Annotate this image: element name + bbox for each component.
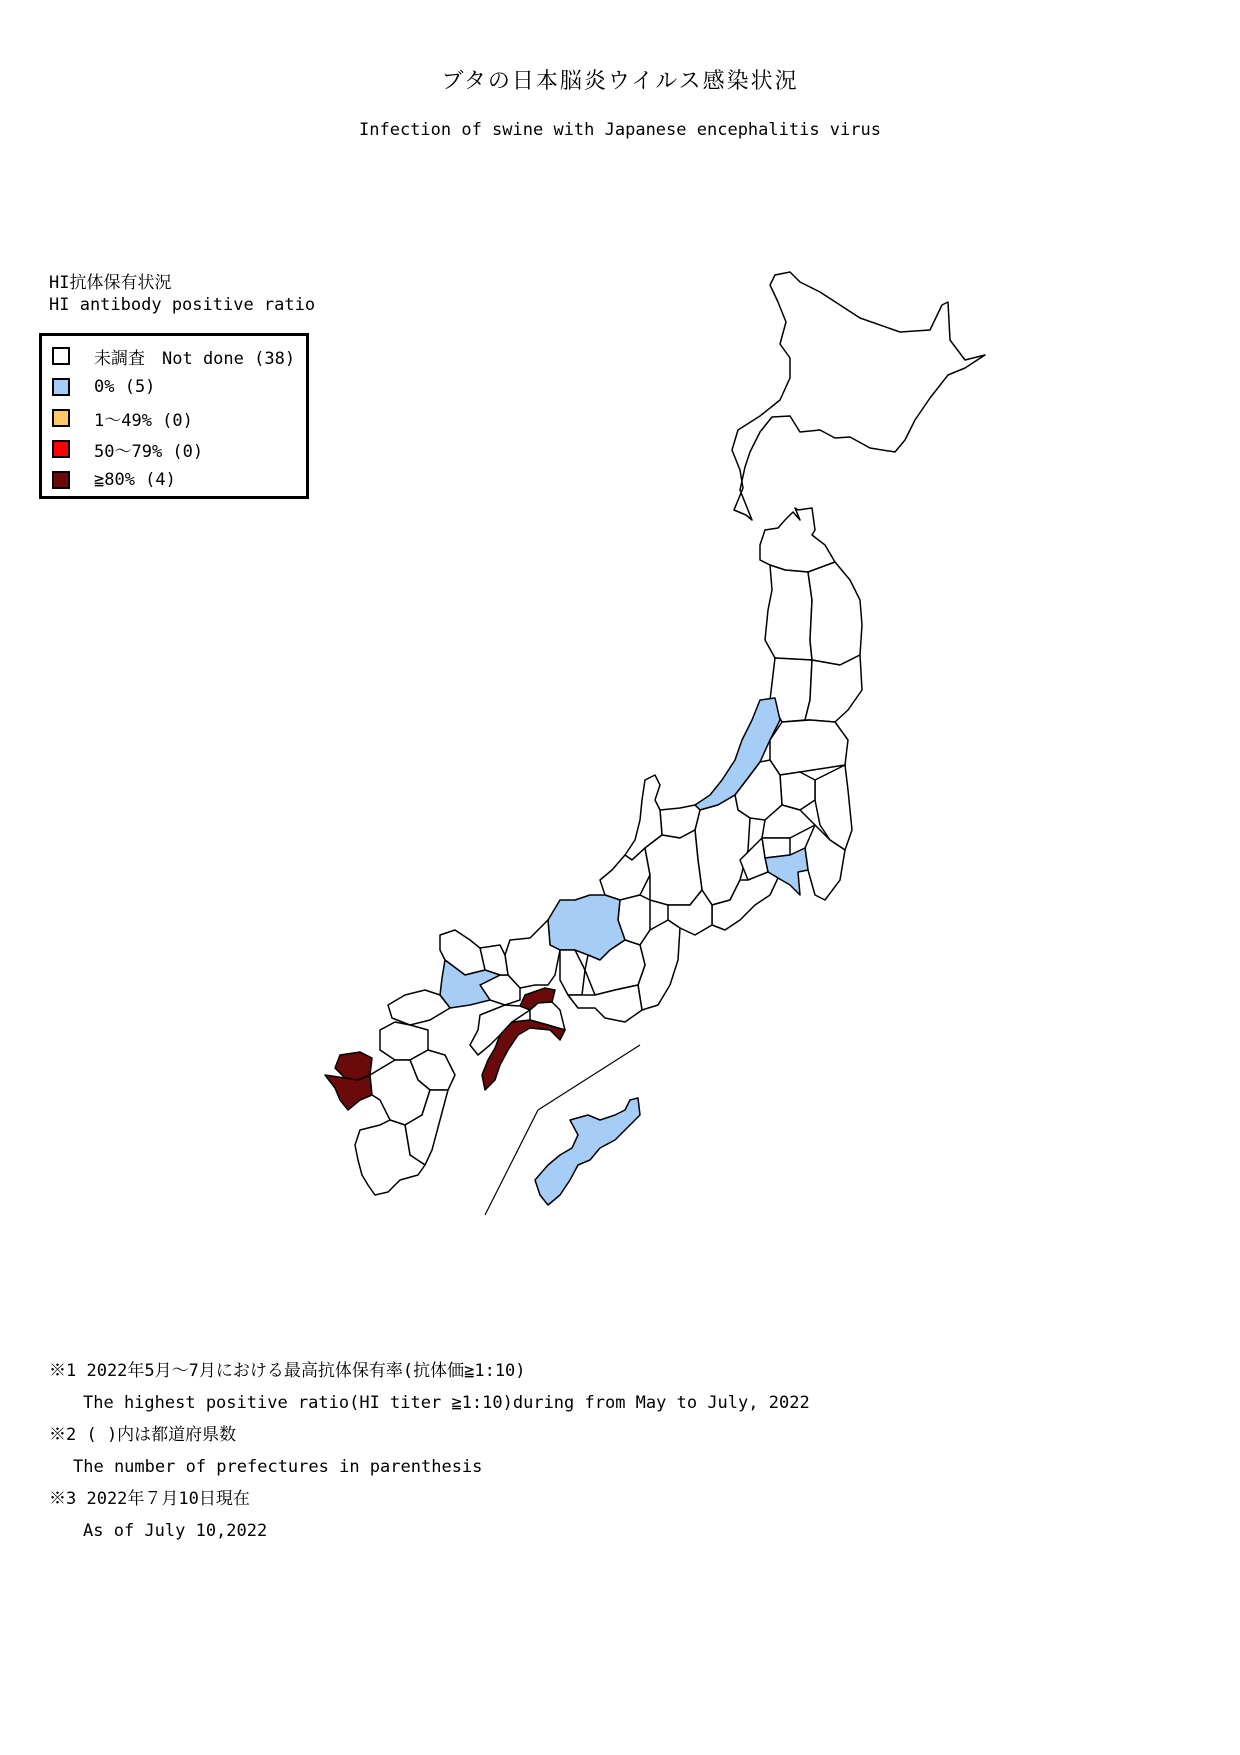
region-nagasaki (325, 1075, 372, 1110)
legend-heading-en: HI antibody positive ratio (49, 295, 316, 315)
region-akita (765, 565, 812, 660)
region-iwate (808, 562, 862, 665)
okinawa-inset-divider (538, 1045, 640, 1110)
region-yamaguchi (388, 990, 450, 1025)
legend-label-zero: 0% (5) (94, 377, 156, 397)
okinawa-inset-divider-lower (485, 1110, 538, 1215)
legend-label-high: ≧80% (4) (94, 470, 176, 490)
legend-label-mid: 50～79% (0) (94, 441, 204, 462)
note-1-en: The highest positive ratio(HI titer ≧1:10)during from May to July, 2022 (83, 1393, 810, 1413)
note-1-ja: ※1 2022年5月～7月における最高抗体保有率(抗体価≧1:10) (49, 1361, 526, 1381)
map-title-en: Infection of swine with Japanese encephalitis virus (359, 120, 881, 140)
region-fukui (600, 848, 650, 900)
note-2-en: The number of prefectures in parenthesis (73, 1457, 483, 1477)
region-gifu (645, 830, 702, 905)
map-title-ja: ブタの日本脳炎ウイルス感染状況 (441, 69, 799, 94)
note-3-ja: ※3 2022年７月10日現在 (49, 1489, 250, 1509)
legend-heading-ja: HI抗体保有状況 (49, 273, 172, 293)
legend-label-low: 1～49% (0) (94, 410, 193, 431)
region-miyagi (805, 655, 862, 722)
note-2-ja: ※2 ( )内は都道府県数 (49, 1425, 237, 1445)
region-osaka (560, 950, 585, 995)
region-hokkaido (732, 272, 985, 520)
region-fukushima (770, 720, 848, 775)
region-okinawa (535, 1098, 640, 1205)
legend-label-not-done: 未調査 Not done (38) (94, 348, 296, 369)
footnotes (49, 1355, 810, 1547)
region-aomori (760, 508, 835, 572)
region-tochigi (780, 772, 815, 810)
note-3-en: As of July 10,2022 (83, 1521, 268, 1541)
